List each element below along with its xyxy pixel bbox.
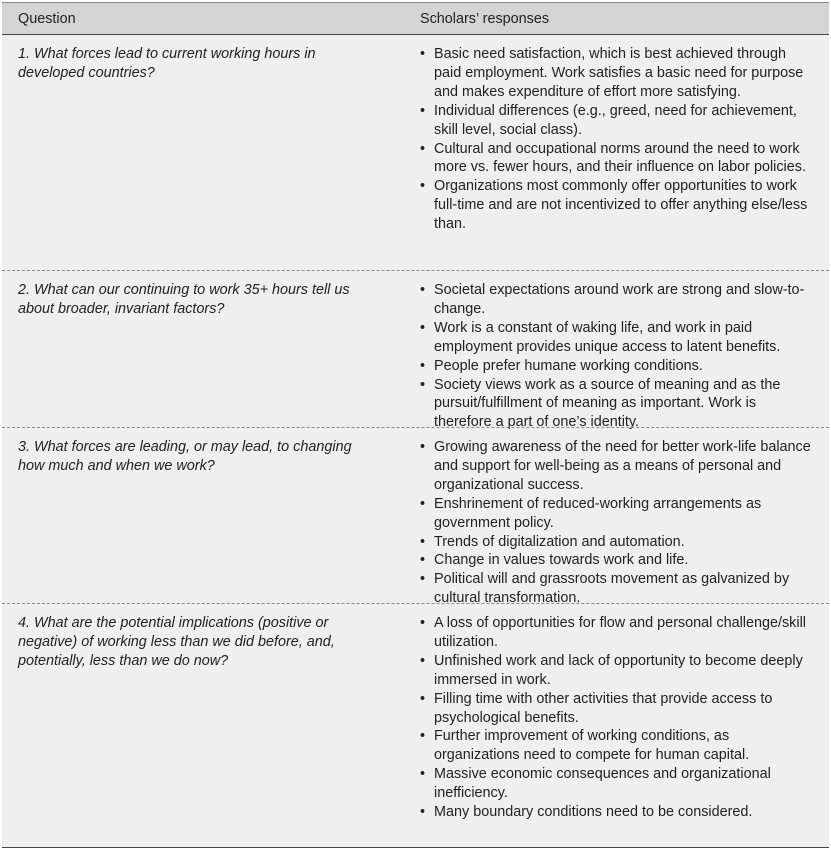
response-text: Political will and grassroots movement as galvanized by cultural transformation.	[434, 571, 790, 607]
responses-3	[420, 438, 816, 608]
response-text: Society views work as a source of meaning and as the pursuit/fulfillment of meaning as important. Work is therefore a part of one’s identity.	[434, 376, 781, 431]
bullet-icon: •	[420, 102, 426, 119]
bullet-icon: •	[420, 690, 426, 707]
bullet-icon: •	[420, 652, 426, 669]
bullet-icon: •	[420, 728, 426, 745]
bullet-icon: •	[420, 178, 426, 195]
response-item	[420, 177, 816, 234]
response-text: Filling time with other activities that provide access to psychological benefits.	[434, 690, 773, 726]
response-text: Massive economic consequences and organizational inefficiency.	[434, 766, 771, 802]
response-item	[420, 140, 816, 178]
response-text: Change in values towards work and life.	[434, 552, 689, 569]
question-3: 3. What forces are leading, or may lead, to changing how much and when we work?	[18, 439, 352, 474]
response-item	[420, 102, 816, 140]
bullet-icon: •	[420, 140, 426, 157]
bullet-icon: •	[420, 615, 426, 631]
question-2: 2. What can our continuing to work 35+ hours tell us about broader, invariant factors?	[18, 282, 350, 317]
response-item	[420, 690, 816, 728]
table-row-3	[2, 428, 829, 607]
question-1: 1. What forces lead to current working hours in developed countries?	[18, 46, 316, 81]
bullet-icon: •	[420, 552, 426, 569]
table-bottom-rule	[2, 847, 829, 848]
response-item	[420, 376, 816, 433]
table-header	[2, 3, 829, 34]
response-item	[420, 652, 816, 690]
table-row-4	[2, 604, 829, 847]
response-item	[420, 495, 816, 533]
header-responses: Scholars’ responses	[420, 11, 550, 27]
response-item	[420, 45, 816, 102]
question-4: 4. What are the potential implications (positive or negative) of working less than we did before, and, potentially, less than we do now?	[18, 615, 335, 669]
response-item	[420, 727, 816, 765]
bullet-icon: •	[420, 46, 426, 62]
bullet-icon: •	[420, 439, 426, 455]
response-item	[420, 803, 816, 822]
response-text: Many boundary conditions need to be considered.	[434, 804, 753, 821]
response-text: A loss of opportunities for flow and personal challenge/skill utilization.	[434, 615, 806, 650]
response-text: Unfinished work and lack of opportunity to become deeply immersed in work.	[434, 652, 803, 688]
response-text: Societal expectations around work are strong and slow-to-change.	[434, 282, 805, 317]
response-item	[420, 281, 816, 319]
response-text: Work is a constant of waking life, and work in paid employment provides unique access to latent benefits.	[434, 319, 781, 355]
scholars-table	[2, 2, 829, 848]
response-item	[420, 765, 816, 803]
bullet-icon: •	[420, 571, 426, 588]
responses-2	[420, 281, 816, 432]
responses-1	[420, 45, 816, 234]
bullet-icon: •	[420, 495, 426, 512]
bullet-icon: •	[420, 357, 426, 374]
response-item	[420, 551, 816, 570]
response-text: Trends of digitalization and automation.	[434, 533, 685, 550]
response-text: Growing awareness of the need for better work-life balance and support for well-being as a means of personal and organizational success.	[434, 439, 811, 493]
header-question: Question	[18, 11, 76, 27]
response-item	[420, 533, 816, 552]
response-item	[420, 438, 816, 495]
response-item	[420, 319, 816, 357]
response-text: People prefer humane working conditions.	[434, 357, 703, 374]
response-text: Individual differences (e.g., greed, need for achievement, skill level, social class).	[434, 102, 797, 138]
responses-4	[420, 614, 816, 822]
bullet-icon: •	[420, 319, 426, 336]
response-text: Enshrinement of reduced-working arrangements as government policy.	[434, 495, 762, 531]
bullet-icon: •	[420, 533, 426, 550]
bullet-icon: •	[420, 282, 426, 298]
bullet-icon: •	[420, 376, 426, 393]
response-text: Cultural and occupational norms around the need to work more vs. fewer hours, and their influence on labor policies.	[434, 140, 806, 176]
response-text: Organizations most commonly offer opportunities to work full-time and are not incentivized to offer anything else/less than.	[434, 178, 808, 233]
bullet-icon: •	[420, 804, 426, 821]
response-text: Further improvement of working conditions, as organizations need to compete for human capital.	[434, 728, 750, 764]
table-row-1	[2, 35, 829, 271]
bullet-icon: •	[420, 766, 426, 783]
response-item	[420, 357, 816, 376]
response-item	[420, 614, 816, 652]
response-text: Basic need satisfaction, which is best achieved through paid employment. Work satisfies a basic need for purpose and makes expenditure of effort more satisfying.	[434, 46, 804, 100]
table-row-2	[2, 271, 829, 431]
